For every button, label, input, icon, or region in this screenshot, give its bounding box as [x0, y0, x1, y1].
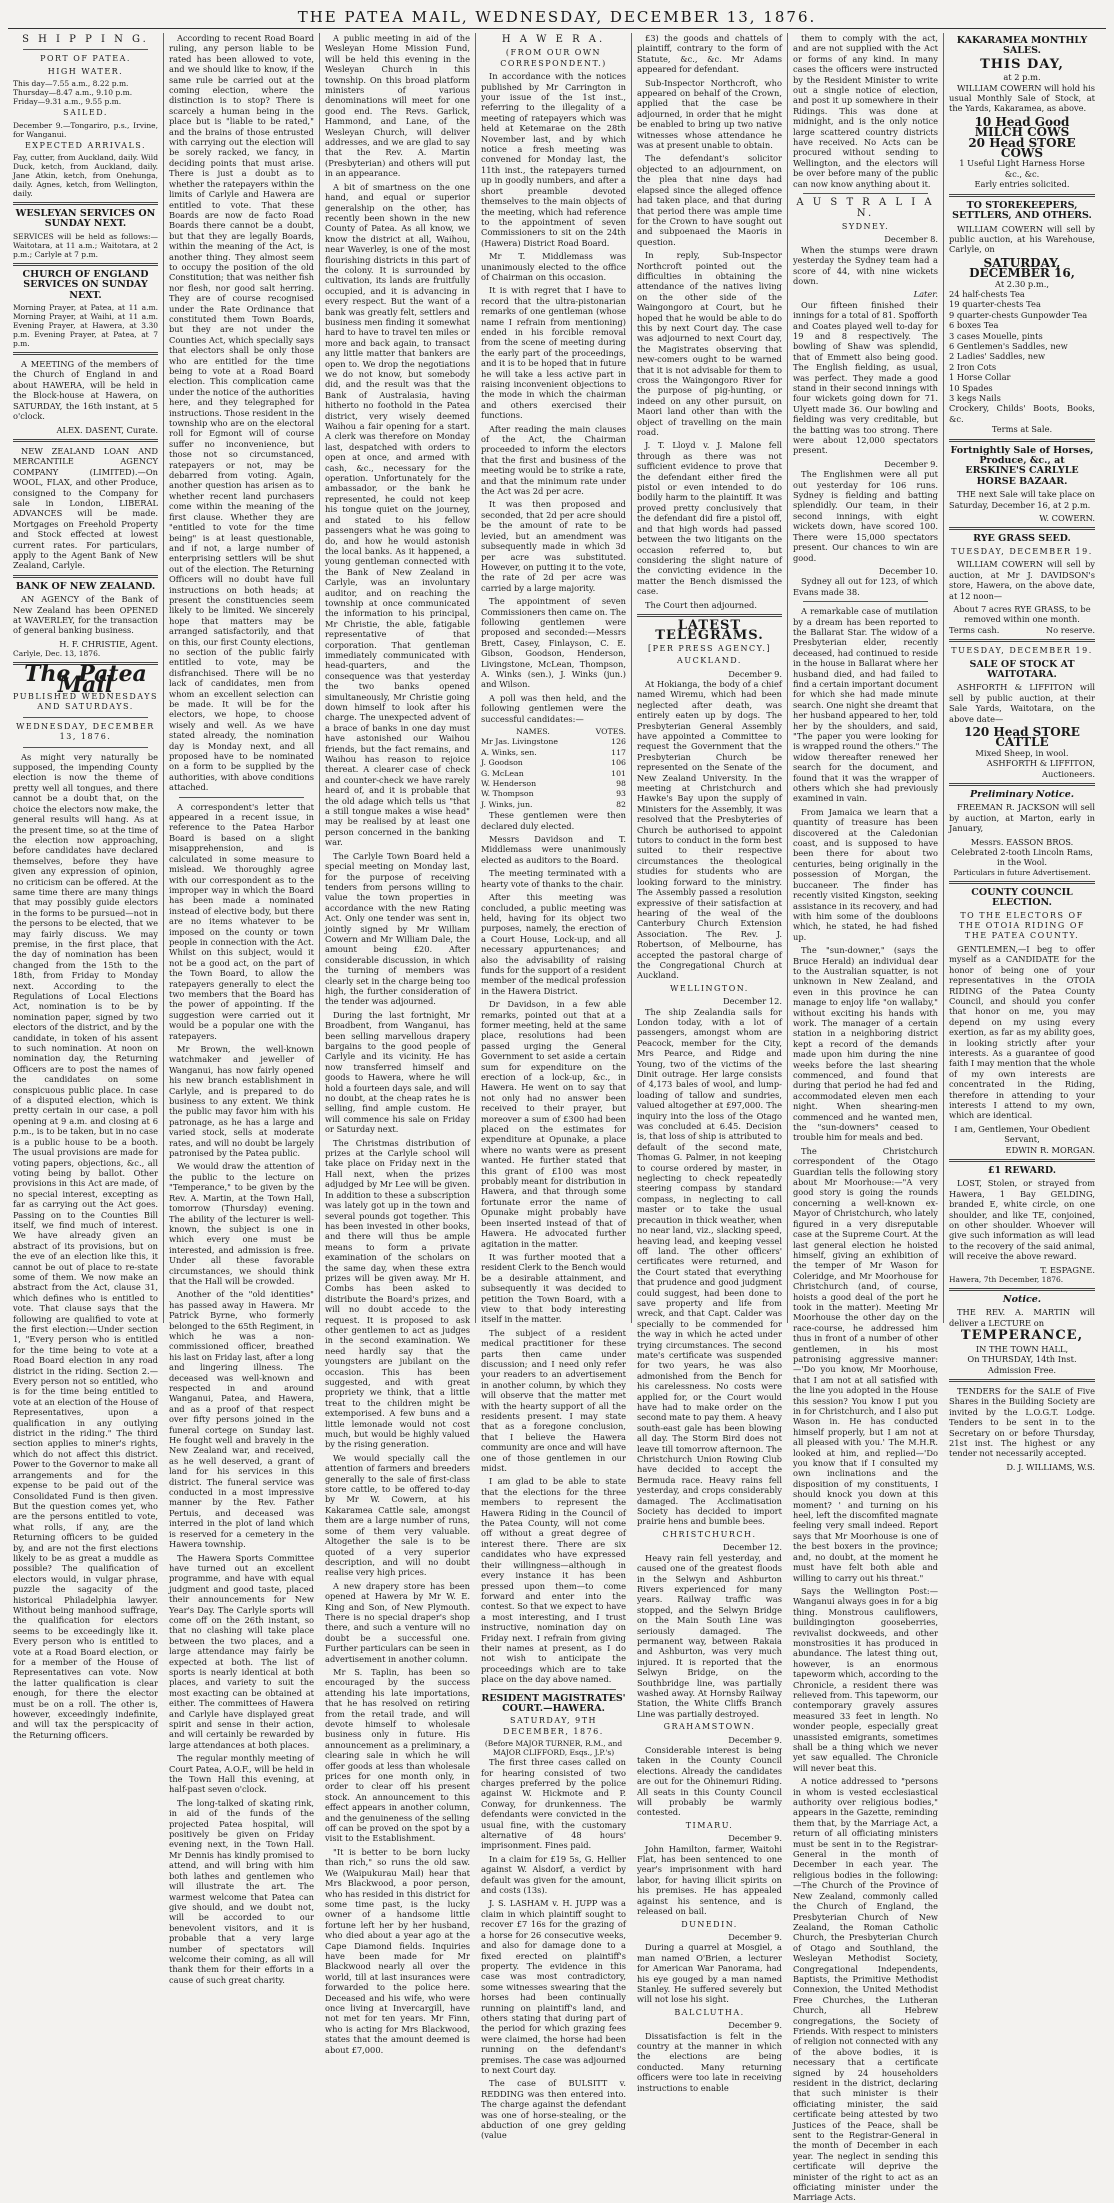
waitotara-heading: SALE OF STOCK AT WAITOTARA. [969, 658, 1075, 680]
column-5 [632, 33, 788, 2093]
published-line: PUBLISHED WEDNESDAYS AND SATURDAYS. [13, 692, 159, 712]
press-agency-line: [PER PRESS AGENCY.] [647, 643, 772, 653]
poll-votes: 93 [616, 789, 626, 799]
storekeepers-time: At 2.30 p.m., [994, 278, 1050, 289]
article-paragraph: In accordance with the notices published by Mr Carrington in your issue of the 1st inst., referring to the illegality of a meeting of ratepayers which was held at Ketemarae on the 28th November last, and by which notice a fresh meeting was convened for Monday last, the 11th inst., the ratepayers turned up in goodly numbers, and after a short preamble devoted themselves to the main objects of the meeting, which had reference to the appointment of seven Commissioners to sit on the 24th (Hawera) District Road Board. [481, 71, 626, 248]
council-heading: COUNTY COUNCIL ELECTION. [971, 886, 1073, 909]
reward-heading: £1 REWARD. [987, 1165, 1057, 1176]
sailed-text: December 9.—Tongariro, p.s., Irvine, for Wanganui. [13, 120, 158, 139]
latest-telegrams-heading: LATEST TELEGRAMS. [655, 617, 764, 644]
port-heading: PORT OF PATEA. [40, 54, 131, 64]
christchurch-heading: CHRISTCHURCH. [662, 1529, 757, 1539]
notice-place: IN THE TOWN HALL, [975, 1343, 1069, 1354]
article-paragraph: The Englishmen were all put out yesterday for 106 runs. Sydney is fielding and batting splendidly. Our team, in their second innings, with eight wickets down, have scored 100. There were 15,000 spectators present. Our chances to win are good. [793, 469, 938, 563]
notice-heading: Notice. [1002, 1294, 1042, 1306]
poll-row [481, 737, 626, 747]
fortnightly-heading: Fortnightly Sale of Horses, Produce, &c., at ERSKINE'S CARLYLE HORSE BAZAAR. [950, 444, 1094, 487]
poll-votes: 101 [611, 768, 626, 778]
poll-name: Mr Jas. Livingstone [481, 737, 558, 747]
timaru-date: December 9. [728, 1833, 782, 1844]
article-paragraph: In a claim for £19 5s, G. Hellier against W. Alsdorf, a verdict by default was given for the amount, and costs (13s). [481, 1853, 626, 1896]
article-paragraph: Says the Wellington Post:—Wanganui always goes in for a big thing. Monstrous cauliflowers, buildingington gooseberries, revivalist dockweeds, and other monstrosities it has produced in abundance. The latest thing out, however, is an enormous tapeworm which, according to the Chronicle, a resident there was relieved from. This tapeworm, our contemporary gravely assures measured 33 feet in length. No wonder people, especially great unassisted emigrants, sometimes shall be a thing which we never yet saw equalled. The Chronicle will never beat this. [793, 1585, 938, 1773]
article-paragraph: A bit of smartness on the one hand, and equal or superior generalship on the other, has recently been shown in the new County of Patea. As all know, we know the district at all, Waihou, near Waverley, is one of the most flourishing districts in this part of the colony. It is surrounded by cultivation, its lands are fruitfully occupied, and it is advancing in every respect. But the want of a bank was greatly felt, settlers and business men finding it somewhat hard to have to travel ten miles or more and back again, to transact any little matter that bankers are open to. We drop the negotiations we do not know, but somebody did, and the result was that the Bank of Australasia, having hitherto no foothold in the Patea district, very wisely deemed Waihou a fair opening for a start. A clerk was therefore on Monday last, despatched with orders to open at once, and armed with cash, &c., necessary for the operation. Unfortunately for the ambassador, or the bank he represented, he could not keep his tongue quiet on the journey, and stated to his fellow passengers what he was going to do, and how he would astonish the local banks. As it happened, a young gentleman connected with the Bank of New Zealand in Carlyle, was an involuntary auditor, and on reaching the township at once communicated the information to his principal, Mr Christie, the able, fatigable representative of that corporation. That gentleman immediately communicated with head-quarters, and the consequence was that yesterday the two banks opened simultaneously, Mr Christie going down himself to look after his charge. The unexpected advent of a brace of banks in one day must have astonished our Waihou friends, but the fact remains, and Waihou has reason to rejoice thereat. A clearer case of check and counter-check we have rarely heard of, and it is probable that the old adage which tells us "that a still tongue makes a wise head" may be realised by at least one person concerned in the banking war. [325, 181, 470, 848]
poll-votes: 82 [616, 799, 626, 809]
poll-row [481, 748, 626, 758]
wellington-date: December 12. [722, 996, 782, 1007]
article-paragraph: We would draw the attention of the public to the lecture on "Temperance," to be given by the Rev. A. Martin, at the Town Hall, tomorrow (Thursday) evening. The ability of the lecturer is well-known, the subject is one in which every one must be interested, and admission is free. Under all these favorable circumstances, we should think that the Hall will be crowded. [169, 1161, 314, 1286]
storekeepers-item: 9 quarter-chests Gunpowder Tea [949, 309, 1088, 320]
column-1 [8, 33, 164, 1740]
article-paragraph: The case of BULSITT v. REDDING was then entered into. The charge against the defendant was one of horse-stealing, or the abduction of one grey gelding (value [481, 2078, 626, 2141]
council-close: I am, Gentlemen, Your Obedient Servant, [954, 1123, 1090, 1145]
article-paragraph: Mr S. Taplin, has been so encouraged by the success attending his late importations, that he has resolved on retiring from the retail trade, and will devote himself to wholesale business only in future. His announcement as a preliminary, a clearing sale in which he will offer goods at less than wholesale prices for one month only, in order to clear off his present stock. An announcement to this effect appears in another column, and the genuineness of the selling off can be proved on the spot by a visit to the Establishment. [325, 1666, 470, 1844]
article-paragraph: The Carlyle Town Board held a special meeting on Monday last, for the purpose of receiving tenders from persons willing to value the town properties in accordance with the new Rating Act. Only one tender was sent in, jointly signed by Mr William Cowern and Mr William Dale, the amount being £20. After considerable discussion, in which the turning of members was clearly set in the charge being too high, the further consideration of the tender was adjourned. [325, 850, 470, 1007]
dunedin-date: December 9. [728, 1931, 782, 1942]
article-paragraph: A public meeting in aid of the Wesleyan Home Mission Fund, will be held this evening in the Wesleyan Church in this township. On this broad platform ministers of various denominations will meet for one good end. The Revs. Garlick, Hammond, and Lane, of the Wesleyan Church, will deliver addresses, and we are glad to say that the Rev. A. Martin (Presbyterian) and others will put in an appearance. [325, 33, 470, 179]
later-label: Later. [913, 289, 938, 300]
council-signature: EDWIN R. MORGAN. [1005, 1144, 1095, 1155]
kakaramea-this-day: THIS DAY, [980, 56, 1064, 72]
article-paragraph: I am glad to be able to state that the elections for the three members to represent the Hawera Riding in the Council of the Patea County, will not come off without a great degree of interest there. There are six candidates who have expressed their willingness—although in every instance it has been pressed upon them—to come forward and enter into the contest. So that we expect to have a most interesting, and I trust instructive, nomination day on Friday next. I refrain from giving their names at present, as I do not wish to anticipate the proceedings which are to take place on the day above named. [481, 1476, 626, 1685]
high-water-line: This day—7.55 a.m., 8.22 p.m. [13, 79, 129, 89]
poll-table [481, 727, 626, 810]
article-paragraph: them to comply with the act, and are not supplied with the Act or forms of any kind. In many cases the officers were instructed by the Resident Minister to write out a single notice of election, and post it up somewhere in their Ridings. This was done at midnight, and is the only notice large scattered country districts have received. No Acts can be procured without sending to Wellington, and the electors will be over before many of the public can now know anything about it. [793, 33, 938, 189]
waitotara-date: TUESDAY, DECEMBER 19. [951, 646, 1093, 656]
ryegrass-item: About 7 acres RYE GRASS, to be removed within one month. [953, 603, 1091, 625]
paper-title: The Patea Mail [24, 661, 147, 698]
article-paragraph: J. S. LASHAM v. H. JUPP was a claim in which plaintiff sought to recover £7 16s for the grazing of a horse for 26 consecutive weeks, and also for damage done to a fixed erected on plaintiff's property. The evidence in this case was most contradictory, some witnesses swearing that the horses had been continually running on plaintiff's land, and others stating that during part of the period for which grazing fees were claimed, the horse had been running on the defendant's premises. The case was adjourned to next Court day. [481, 1898, 626, 2075]
reward-signature: T. ESPAGNE. [1040, 1264, 1095, 1275]
kakaramea-body: WILLIAM COWERN will hold his usual Monthly Sale of Stock, at the Yards, Kakaramea, as above. [949, 82, 1096, 114]
article-paragraph: A remarkable case of mutilation by a dream has been reported to the Ballarat Star. The widow of a Presbyterian elder, recently deceased, had continued to reside in the house in Ballarat where her husband died, and had failed to find a certain important document for which she had made minute search. One night she dreamt that her husband appeared to her, told her by the shoulders, and said, "The paper you were looking for is wrapped round the others." The widow thereafter renewed her search for the document, and found that it was the wrapper of others which she had previously examined in vain. [793, 606, 938, 804]
hawera-heading: H A W E R A. [501, 34, 606, 45]
column-7-ads [944, 33, 1100, 1472]
article-paragraph: The Christchurch correspondent of the Otago Guardian tells the following story about Mr Moorhouse:—"A very good story is going the rounds concerning a well-known ex-Mayor of Christchurch, who lately figured in a very disreputable case at the Supreme Court. At the last general election he hoisted himself, giving an exhibition of the temper of Mr Wason for Coleridge, and Mr Moorhouse for Christchurch (and, of course, hoists a good deal of the port he took in the matter). Meeting Mr Moorhouse the other day on the race-course, he addressed him thus in front of a number of other gentlemen, in his most patronising aggressive manner:—'Do you know, Mr Moorhouse, that I am not at all satisfied with the line you adopted in the House this session? You know I put you in for Christchurch, and I also put Wason in. He has conducted himself properly, but I am not at all pleased with you.' The M.H.R. looked at him, and replied—'Do you know that if I consulted my own inclinations and the disposition of my constituents, I should knock you down at this moment? ' and turning on his heel, left the discomfited magnate feeling very small indeed. Report says that Mr Moorhouse is one of the best boxers in the province; and, no doubt, at the moment he must have felt both able and willing to carry out his threat." [793, 1145, 938, 1583]
article-paragraph: Mr Brown, the well-known watchmaker and jeweller of Wanganui, has now fairly opened his new branch establishment in Carlyle, and is prepared to do business to any extent. We think the public may favor him with his patronage, as he has a large and varied stock, sells at moderate rates, and will no doubt be largely patronised by the Patea public. [169, 1044, 314, 1159]
meeting-notice: A MEETING of the members of the Church of England in and about HAWERA, will be held in the Block-house at Hawera, on SATURDAY, the 16th instant, at 5 o'clock. [13, 359, 158, 422]
sydney-date: December 10. [878, 565, 938, 576]
article-paragraph: After this meeting was concluded, a public meeting was held, having for its object two purposes, namely, the erection of a Court House, Lock-up, and all necessary appurtenances; and also the advisability of raising funds for the support of a resident member of the medical profession in the Hawera District. [481, 892, 626, 996]
article-paragraph: These gentlemen were then declared duly elected. [481, 810, 626, 831]
preliminary-for: Messrs. EASSON BROS. [970, 836, 1074, 847]
kakaramea-item: 1 Useful Light Harness Horse [959, 158, 1085, 169]
waitotara-item: Mixed Sheep, in wool. [975, 747, 1069, 758]
council-subheading: TO THE ELECTORS OF THE OTOIA RIDING OF THE PATEA COUNTY. [959, 910, 1085, 941]
bnz-notice: AN AGENCY of the Bank of New Zealand has been OPENED at WAVERLEY, for the transaction of general banking business. [13, 594, 158, 636]
article-paragraph: Dissatisfaction is felt in the country at the manner in which the elections are being conducted. Many returning officers were too late in receiving instructions to enable [637, 2030, 782, 2093]
article-paragraph: The "sun-downer," (says the Bruce Herald) an individual dear to the Australian squatter, is not unknown in New Zealand, and even in this province he can manage to enjoy life "on wallaby," without exciting his hands with work. The manager of a certain station in a neighboring district kept a record of the demands made upon him during the nine weeks before the last shearing commenced, and found that during that period he had fed and accommodated eleven men each night. When shearing-men commenced and he wanted men, the "sun-downers" ceased to trouble him for meals and bed. [793, 945, 938, 1143]
storekeepers-item: 24 half-chests Tea [949, 288, 1025, 299]
poll-votes: 98 [616, 779, 626, 789]
column-3 [320, 33, 476, 2055]
article-paragraph: Sub-Inspector Northcroft, who appeared on behalf of the Crown, applied that the case be adjourned, in order that he might be enabled to bring up two native witnesses whose attendance he was at present unable to obtain. [637, 77, 782, 151]
auckland-date: December 9. [728, 668, 782, 679]
ryegrass-heading: RYE GRASS SEED. [973, 533, 1071, 545]
bnz-signature: H. F. CHRISTIE, Agent. [59, 638, 158, 649]
auckland-heading: AUCKLAND. [677, 656, 742, 666]
article-paragraph: It was then proposed and seconded, that 2d per acre should be the amount of rate to be levied, but an amendment was subsequently made in which 3d per acre was substituted. However, on putting it to the vote, the rate of 2d per acre was carried by a large majority. [481, 499, 626, 593]
article-paragraph: The subject of a resident medical practitioner for these parts then came under discussion; and I need only refer your readers to an advertisement in another column, by which they will observe that the matter met with the hearty support of all the residents present. I may state that as a foregone conclusion, that I believe the Hawera community are once and will have one of those gentlemen in our midst. [481, 1327, 626, 1474]
storekeepers-item: 2 Ladies' Saddles, new [949, 351, 1046, 362]
article-paragraph: John Hamilton, farmer, Waitohi Flat, has been sentenced to one year's imprisonment with hard labor, for having illicit spirits on his premises. He has appealed against his sentence, and is released on bail. [637, 1843, 782, 1917]
poll-row [481, 789, 626, 799]
waitotara-item: 120 Head STORE CATTLE [964, 724, 1080, 750]
poll-row [481, 779, 626, 789]
sydney-heading: SYDNEY. [841, 221, 890, 231]
ryegrass-terms: Terms cash. [949, 624, 1000, 635]
church-heading: CHURCH OF ENGLAND SERVICES ON SUNDAY NEXT. [22, 268, 149, 301]
article-paragraph: Considerable interest is being taken in the County Council elections. Already the candidates are out for the Ohinemuri Riding. All seats in this County Council will probably be warmly contested. [637, 1745, 782, 1818]
notice-topic: TEMPERANCE, [960, 1328, 1084, 1344]
poll-row [481, 758, 626, 768]
article-paragraph: Heavy rain fell yesterday, and caused one of the greatest floods in the Selwyn and Ashburton Rivers experienced for many years. Railway traffic was stopped, and the Selwyn Bridge on the Main South Line was seriously damaged. The permanent way, between Rakaia and Ashburton, was very much injured. It is reported that the Selwyn Bridge, on the Southbridge line, was partially washed away. At Hornsby Railway Station, the White Cliffs Branch Line was partially destroyed. [637, 1552, 782, 1719]
storekeepers-item: 6 boxes Tea [949, 320, 999, 331]
storekeepers-item: 3 kegs Nails [949, 393, 1001, 403]
tender-signature: D. J. WILLIAMS, W.S. [1006, 1461, 1095, 1472]
column-2 [164, 33, 320, 1985]
storekeepers-item: 1 Horse Collar [949, 372, 1011, 383]
bnz-heading: BANK OF NEW ZEALAND. [15, 580, 156, 592]
article-paragraph: J. T. Lloyd v. J. Malone fell through as there was not sufficient evidence to prove that the defendant either fired the pistol or even intended to do bodily harm to the plaintiff. It was proved pretty conclusively that the defendant did fire a pistol off, and that high words had passed between the two litigants on the occasion referred to, but considering the slight nature of the convicting evidence in the matter the Bench dismissed the case. [637, 440, 782, 597]
wesleyan-heading: WESLEYAN SERVICES ON SUNDAY NEXT. [15, 208, 156, 230]
poll-row [481, 769, 626, 779]
tender-body: TENDERS for the SALE of Five Shares in the Building Society are invited by the L.O.G.T. Lodge. Tenders to be sent in to the Secretary on or before Thursday, 21st inst. The highest or any tender not necessarily accepted. [949, 1385, 1095, 1459]
notice-admission: Admission Free. [987, 1364, 1057, 1375]
kakaramea-heading: KAKARAMEA MONTHLY SALES. [956, 35, 1088, 57]
rm-court-bench: (Before MAJOR TURNER, R.M., and MAJOR CLIFFORD, Esqs., J.P.'s) [484, 1739, 623, 1758]
dunedin-heading: DUNEDIN. [681, 1919, 738, 1929]
meeting-signature: ALEX. DASENT, Curate. [56, 424, 158, 435]
poll-header-names: NAMES. [516, 727, 550, 736]
column-4 [476, 33, 632, 2141]
article-paragraph: At Hokianga, the body of a chief named Wiremu, which had been neglected after death, was entirely eaten up by dogs. The Presbyterian General Assembly have appointed a Committee to request the Government that the Presbyterian Church be represented on the Senate of the New Zealand University. In the meeting at Christchurch and Hawke's Bay upon the supply of Ministers for the Assembly, it was resolved that the Presbyteries of Church be authorised to appoint tutors to conduct in the form best suited to their respective circumstances the theological studies for students who are looking forward to the ministry. The Assembly passed a resolution expressive of their satisfaction at hearing of the weal of the Canterbury Church Extension Association. The Rev. J. Robertson, of Melbourne, has accepted the pastoral charge of the Congregational Church at Auckland. [637, 678, 782, 981]
article-paragraph: The defendant's solicitor objected to an adjournment, on the plea that nine days had elapsed since the alleged offence had taken place, and that during that period there was ample time for the Crown to have sought out and subpoenaed the Maoris in question. [637, 153, 782, 247]
masthead: THE PATEA MAIL, WEDNESDAY, DECEMBER 13, 1876. [8, 6, 1106, 29]
storekeepers-heading: TO STOREKEEPERS, SETTLERS, AND OTHERS. [952, 199, 1092, 222]
preliminary-body: FREEMAN R. JACKSON will sell by auction, at Marton, early in January, [949, 802, 1095, 834]
article-paragraph: A poll was then held, and the following gentlemen were the successful candidates:— [481, 692, 626, 724]
sydney-date: December 9. [884, 458, 938, 469]
kakaramea-etc: &c., &c. [1004, 168, 1040, 179]
expected-heading: EXPECTED ARRIVALS. [24, 140, 147, 150]
poll-name: G. McLean [481, 768, 524, 778]
rm-court-date: SATURDAY, 9TH DECEMBER, 1876. [503, 1716, 604, 1736]
waitotara-body: ASHFORTH & LIFFITON will sell by public auction, at their Sale Yards, Waitotara, on the above date— [949, 682, 1095, 724]
article-paragraph: It was further mooted that a resident Clerk to the Bench would be a desirable attainment, and subsequently it was decided to petition the Town Board, with a view to that body interesting itself in the matter. [481, 1251, 626, 1325]
storekeepers-item: 2 Iron Cots [949, 361, 997, 372]
high-water-line: Thursday—8.47 a.m., 9.10 p.m. [13, 88, 133, 98]
poll-votes: 106 [611, 758, 626, 768]
article-paragraph: Messrs Davidson and T. Middlemass were unanimously elected as auditors to the Board. [481, 834, 626, 865]
article-paragraph: The appointment of seven Commissioners then came on. The following gentlemen were proposed and seconded:—Messrs Brett, Casey, Finlayson, C. E. Gibson, Goodson, Henderson, Livingstone, McLean, Thompson, A. Winks (sen.), J. Winks (jun.) and Wilson. [481, 596, 626, 690]
article-paragraph: During a quarrel at Mosgiel, a man named O'Brien, a lecturer for American War Panorama, had his eye gouged by a man named Stanley. He suffered severely but will not lose his sight. [637, 1942, 782, 2005]
grahamstown-date: December 9. [728, 1734, 782, 1745]
balclutha-date: December 9. [728, 2020, 782, 2031]
hawera-subheading: (FROM OUR OWN CORRESPONDENT.) [500, 48, 607, 68]
article-paragraph: Mr T. Middlemass was unanimously elected to the office of Chairman on this occasion. [481, 251, 626, 282]
nzloan-notice: NEW ZEALAND LOAN AND MERCANTILE AGENCY COMPANY (LIMITED).—On WOOL, FLAX, and other Produce, consigned to the Company for sale in London, LIBERAL ADVANCES will be made. Mortgages on Freehold Property and Stock effected at lowest current rates. For particulars, apply to the Agent Bank of New Zealand, Carlyle. [13, 445, 158, 571]
poll-header-votes: VOTES. [595, 727, 626, 736]
wesleyan-text: SERVICES will be held as follows:— Waitotara, at 11 a.m.; Waitotara, at 2 p.m.; Carlyle at 7 p.m. [13, 231, 158, 259]
poll-votes: 126 [611, 737, 626, 747]
ryegrass-reserve: No reserve. [1045, 624, 1095, 635]
article-paragraph: The first three cases called on for hearing consisted of two charges preferred by the police against W. Hickmote and P. Conway, for drunkenness. The defendants were convicted in the usual fine, with the customary alternative of 48 hours' imprisonment. Fines paid. [481, 1757, 626, 1851]
reward-date: Hawera, 7th December, 1876. [949, 1275, 1064, 1285]
kakaramea-item: 20 Head STORE COWS [968, 135, 1076, 161]
ryegrass-terms-row [949, 625, 1095, 635]
article-paragraph: A correspondent's letter that appeared in a recent issue, in reference to the Patea Harbor Board is based on a slight misapprehension, and is calculated in some measure to mislead. We thoroughly agree with our correspondent as to the improper way in which the Board has been made a nominated instead of elective body, but there are no items whatever to be imposed on the county or town people in connection with the Act. Whilst on this subject, would it not be a good act, on the part of the Town Board, to allow the ratepayers generally to elect the two members that the Board has the power of appointing. If the suggestion were carried out it would be a popular one with the ratepayers. [169, 801, 314, 1041]
expected-text: Fay, cutter, from Auckland, daily. Wild Duck, ketch, from Auckland, daily. Jane Atkin, ketch, from Onehunga, daily. Agnes, ketch, from Wellington, daily. [13, 153, 158, 199]
poll-row [481, 800, 626, 810]
article-paragraph: From Jamaica we learn that a quantity of treasure has been discovered at the Caledonian coast, and is supposed to have been there for about two centuries, being originally in the possession of Morgan, the buccaneer. The finder has recently visited Kingston, seeking assistance in its recovery, and had with him some of the doubloons which, he stated, he had fished up. [793, 806, 938, 942]
article-paragraph: In reply, Sub-Inspector Northcroft pointed out the difficulties in obtaining the attendance of the natives living on the other side of the Waingongoro at Court, but he hoped that he would be able to do this by next Court day. The case was adjourned to next Court day, the Magistrates observing that new-comers ought to be warned that it is not advisable for them to cross the Waingongoro River for the purpose of pig-hunting, or indeed on any other pursuit, on Maori land other than with the object of travelling on the main road. [637, 250, 782, 438]
article-paragraph: The regular monthly meeting of Court Patea, A.O.F., will be held in the Town Hall this evening, at half-past seven o'clock. [169, 1753, 314, 1795]
christchurch-date: December 12. [722, 1542, 782, 1553]
article-paragraph: The Hawera Sports Committee have turned out an excellent programme, and have with equal judgment and good taste, placed their announcements for New Year's Day. The Carlyle sports will come off on the 26th instant, so that no clashing will take place between the two places, and a large attendance may fairly be expected at both. The list of sports is nearly identical at both places, and variety to suit the most exacting can be obtained at either. The committees of Hawera and Carlyle have displayed great spirit and sense in their action, and will certainly be rewarded by large attendances at both places. [169, 1552, 314, 1750]
council-body: GENTLEMEN,—I beg to offer myself as a CANDIDATE for the honor of being one of your representatives in the OTOIA RIDING of the Patea County Council, and should you confer that honor on me, you may depend on my using every exertion, as far as my ability goes, in looking strictly after your interests. As a guarantee of good faith I may mention that the whole of my own interests are concentrated in the Riding, therefore in attending to your interests I attend to my own, which are identical. [949, 943, 1095, 1121]
article-paragraph: A notice addressed to "persons in whom is vested ecclesiastical authority over religious bodies," appears in the Gazette, reminding them that, by the Marriage Act, a return of all officiating ministers must be sent in to the Registrar-General in the month of December in each year. The religious bodies in the following:—The Church of the Province of New Zealand, commonly called the Church of England, the Presbyterian Church of New Zealand, the Roman Catholic Church, the Presbyterian Church of Otago and Southland, the Wesleyan Methodist Society, Congregational Independents, Baptists, the Primitive Methodist Connexion, the United Methodist Free Churches, the Lutheran Church, all Hebrew congregations, the Society of Friends. With respect to ministers of religion not connected with any of the above bodies, it is necessary that a certificate signed by 24 householders resident in the district, declaring that such minister is their officiating minister, the said certificate being attested by two Justices of the Peace, shall be sent to the Registrar-General in the month of December in each year. The neglect in sending this certificate will deprive the minister of the right to act as an officiating minister under the Marriage Acts. [793, 1776, 938, 2203]
storekeepers-terms: Terms at Sale. [991, 424, 1053, 435]
poll-name: J. Winks, jun. [481, 799, 533, 809]
sailed-heading: SAILED. [63, 108, 108, 118]
article-paragraph: Dr Davidson, in a few able remarks, pointed out that at a former meeting, held at the same place, resolutions had been passed urging the General Government to set aside a certain sum for expenditure on the erection of a lock-up, &c., in Hawera. He went on to say that not only had no answer been received to their prayer, but moreover a sum of £300 had been placed on the estimates for expenditure at Opunake, a place where no wants were as present wanted. He further stated that this grant of £100 was most probably meant for distribution in Hawera, and that through some fortunate error the name of Opunake might probably have been inserted instead of that of Hawera. He advocated further agitation in the matter. [481, 999, 626, 1249]
storekeepers-item: 19 quarter-chests Tea [949, 299, 1041, 310]
article-paragraph: The long-talked of skating rink, in aid of the funds of the projected Patea hospital, will positively be given on Friday evening next, in the Town Hall. Mr Dennis has kindly promised to attend, and will bring with him both lathes and gentlemen who will illustrate the art. The warmest welcome that Patea can give should, and we doubt not, will be accorded to our benevolent visitors, and it is probable that a very large number of spectators will welcome their coming, as all will thank them for their efforts in a cause of such great charity. [169, 1797, 314, 1985]
kakaramea-time: at 2 p.m. [1003, 72, 1041, 83]
article-paragraph: When the stumps were drawn yesterday the Sydney team had a score of 44, with nine wickets down. [793, 244, 938, 286]
church-text: Morning Prayer, at Patea, at 11 a.m. Morning Prayer, at Waihi, at 11 a.m. Evening Prayer, at Hawera, at 3.30 p.m. Evening Prayer, at Patea, at 7 p.m. [13, 303, 158, 349]
article-paragraph: The ship Zealandia sails for London today, with a lot of passengers, amongst whom are Peacock, member for the City, Mrs Pearce, and Ridge and Young, two of the victims of the Dinit outrage. Her large consists of 4,173 bales of wool, and lump-loading of tallow and sundries, valued altogether at £97,000. The inquiry into the loss of the Otago was concluded at 6.45. Decision is, that loss of ship is attributed to default of the second mate, Thomas G. Palmer, in not keeping to course ordered by master, in neglecting to check repeatedly steering compass by standard compass, in neglecting to call master or to take the usual precaution in thick weather, when no near land, viz., slacking speed, heaving lead, and keeping vessel off land. The other officers' certificates were returned, and the Court stated that everything that prudence and good judgment could suggest, had been done to save property and life from wreck, and that Capt. Calder was specially to be commended for the way in which he acted under trying circumstances. The second mate's certificate was suspended for two years, he was also admonished from the Bench for his carelessness. No costs were applied for, or the Court would have had to make order on the second mate to pay them. A heavy south-east gale has been blowing all day. The Storm Bird does not leave till tomorrow afternoon. The Christchurch Union Rowing Club have decided to accept the Bermuda race. Heavy rains fell yesterday, and crops considerably damaged. The Acclimatisation Society has decided to import prairie hens and bumble bees. [637, 1006, 782, 1527]
grahamstown-heading: GRAHAMSTOWN. [663, 1722, 756, 1732]
kakaramea-entries: Early entries solicited. [974, 179, 1070, 190]
kakaramea-item: 10 Head Good MILCH COWS [974, 114, 1070, 140]
article-paragraph: We would specially call the attention of farmers and breeders generally to the sale of first-class store cattle, to be offered to-day by Mr W. Cowern, at his Kakaramea Cattle sale, amongst them are a large number of runs, some of them very valuable. Altogether the sale is to be quoted of a very superior description, and will no doubt realise very high prices. [325, 1452, 470, 1578]
preliminary-item: Celebrated 2-tooth Lincoln Rams, in the Wool. [951, 847, 1093, 868]
notice-body: THE REV. A. MARTIN will deliver a LECTURE on [949, 1307, 1095, 1328]
high-water-line: Friday—9.31 a.m., 9.55 p.m. [13, 97, 122, 107]
preliminary-note: Particulars in future Advertisement. [953, 867, 1091, 877]
storekeepers-item: 10 Spades [949, 382, 993, 393]
storekeepers-date: SATURDAY, DECEMBER 16, [969, 255, 1075, 281]
columns [8, 33, 1106, 2203]
poll-votes: 117 [611, 747, 626, 757]
australian-heading: A U S T R A L I A N. [796, 197, 935, 219]
column-6 [788, 33, 944, 2203]
article-paragraph: £3) the goods and chattels of plaintiff, contrary to the form of Statute, &c., &c. Mr Adams appeared for defendant. [637, 33, 782, 75]
article-paragraph: Our fifteen finished their innings for a total of 81. Spofforth and Coates played well to-day for 19 and 8 respectively. The bowling of Shaw was splendid, that of Emmett also being good. The English fielding, as usual, was perfect. They made a good stand in their second innings with four wickets going down for 71. Ulyett made 36. Our bowling and fielding was very creditable, but the batting was too strong. There were about 12,000 spectators present. [793, 299, 938, 456]
article-paragraph: According to recent Road Board ruling, any person liable to be rated has been allowed to vote, and we should like to know, if the same rule be carried out at the coming election, where the distinction is to stop? There is scarcely a human being in the place but is "liable to be rated," and the brains of those entrusted with carrying out the election will be sorely racked, we fancy, in deciding points that must arise. There is just a doubt as to whether the ratepayers within the limits of Carlyle and Hawera are entitled to vote. That these Boards are now de facto Road Boards there cannot be a doubt, but that they are legally Boards, within the meaning of the Act, is another thing. They almost seem to occupy the position of the old Constitution; that was neither fish nor flesh, nor good salt herring. They are of course recognised under the Rate Ordinance that constituted them Town Boards, but they are not under the Counties Act, which specially says that electors shall be only those who are entitled for the time being to vote at a Road Board election. This complication came under the notice of the authorities here, and they telegraphed for instructions. Those resident in the township who are on the electoral roll for Egmont will of course suffer no inconvenience, but those not so circumstanced, ratepayers or not, may be debarred from voting. Again, another question has arisen as to whether recent land purchasers come within the meaning of the first clause. Whether they are "entitled to vote for the time being" is at least questionable, and if not, a large number of enterprising settlers will be shut out of the election. The Returning Officers will no doubt have full instructions on both heads; at present the constituencies seem likely to be limited. We sincerely hope that matters may be arranged satisfactorily, and that on this, our first County elections, no section of the public fairly entitled to vote, may be disfranchised. There will be no lack of candidates, men from whom an excellent selection can be made. It will be for the electors, we hope, to choose wisely and well. As we have stated already, the nomination day is Monday next, and all proposed have to be nominated on a form to be supplied by the authorities, with above conditions attached. [169, 33, 314, 793]
article-paragraph: Sydney all out for 123, of which Evans made 38. [793, 576, 938, 597]
timaru-heading: TIMARU. [685, 1820, 734, 1830]
preliminary-heading: Preliminary Notice. [969, 789, 1075, 800]
fortnightly-signature: W. COWERN. [1039, 513, 1095, 524]
article-paragraph: Another of the "old identities" has passed away in Hawera. Mr Patrick Byrne, who formerly belonged to the 65th Regiment, in which he was a non-commissioned officer, breathed his last on Friday last, after a long and lingering illness. The deceased was well-known and respected in and around Wanganui, Patea, and Hawera, and as a proof of that respect over fifty persons joined in the funeral cortege on Sunday last. He fought well and bravely in the New Zealand war, and received, as he well deserved, a grant of land for his services in this district. The funeral service was conducted in a most impressive manner by the Rev. Father Pertuis, and deceased was interred in the plot of land which is reserved for a cemetery in the Hawera township. [169, 1289, 314, 1550]
article-paragraph: The Court then adjourned. [645, 599, 757, 610]
notice-date: On THURSDAY, 14th Inst. [967, 1354, 1077, 1365]
poll-name: J. Goodson [481, 758, 523, 768]
article-paragraph: During the last fortnight, Mr Broadbent, from Wanganui, has been selling marvellous drapery bargains to the good people of Carlyle and its vicinity. He has now transferred himself and goods to Hawera, where he will hold a fourteen days sale, and will no doubt, at the cheap rates he is selling, find ample custom. He will commence his sale on Friday or Saturday next. [325, 1009, 470, 1135]
reward-body: LOST, Stolen, or strayed from Hawera, 1 Bay GELDING, branded E, white circle, on one shoulder, and like TE, conjoined, on other shoulder. Whoever will give such information as will lead to the recovery of the said animal, will receive the above reward. [949, 1178, 1095, 1262]
waitotara-signature: ASHFORTH & LIFFITON, Auctioneers. [986, 758, 1095, 779]
wellington-heading: WELLINGTON. [670, 983, 749, 993]
storekeepers-body: WILLIAM COWERN will sell by public auction, at his Warehouse, Carlyle, on [949, 223, 1095, 255]
article-paragraph: A new drapery store has been opened at Hawera by Mr W. E. King and Son, of New Plymouth. There is no special draper's shop there, and such a venture will no doubt be a successful one. Further particulars can be seen in advertisement in another column. [325, 1580, 470, 1664]
sydney-date: December 8. [884, 234, 938, 245]
high-water-heading: HIGH WATER. [47, 66, 124, 76]
article-paragraph: The meeting terminated with a hearty vote of thanks to the chair. [481, 868, 626, 889]
poll-name: W. Henderson [481, 779, 537, 789]
poll-name: W. Thompson [481, 789, 534, 799]
rm-court-heading: RESIDENT MAGISTRATES' COURT.—HAWERA. [481, 1692, 626, 1714]
dateline: WEDNESDAY, DECEMBER 13, 1876. [16, 721, 155, 742]
article-paragraph: After reading the main clauses of the Act, the Chairman proceeded to inform the electors that the first and business of the meeting would be to strike a rate, and that the minimum rate under the Act was 2d per acre. [481, 423, 626, 497]
poll-name: A. Winks, sen. [481, 747, 537, 757]
article-paragraph: "It is better to be born lucky than rich," so runs the old saw. We (Waipukurau Mail) hear that Mrs Blackwood, a poor person, who has resided in this district for some time past, is the lucky owner of a handsome little fortune left her by her husband, who died about a year ago at the Cape Diamond fields. Inquiries have been made for Mr Blackwood nearly all over the world, till at last insurances were forwarded to the police here. Deceased and his wife, who were once living at Invercargill, have not met for ten years. Mr Finn, who is acting for Mrs Blackwood, states that the amount deemed is about £7,000. [325, 1846, 470, 2055]
balclutha-heading: BALCLUTHA. [674, 2007, 745, 2017]
leader-article: As might very naturally be supposed, the impending County election is now the theme of pretty well all tongues, and there cannot be a doubt that, on the choice the electors now make, the general results will hang. As at the present time, so at the time of the election now approaching, before candidates have declared themselves, before they have given any expression of opinion, no criticism can be offered. At the same time there are many things that may possibly guide electors in the forms to be pursued—not in the persons to be elected, that we may fairly discuss. We may premise, in the first place, that the day of nomination has been changed from the 15th to the 18th, from Friday to Monday next. According to the Regulations of Local Elections Act, nomination is to be by nomination paper, signed by two electors of the district, and by the candidate, in token of his assent to such nomination. At noon on nomination day, the Returning Officers are to post the names of the candidates on some conspicuous public place. In case of a disputed election, which is pretty certain in our case, a poll opening at 9 a.m. and closing at 6 p.m., is to be taken, but in no case is a public house to be a booth. The usual provisions are made for voting papers, objections, &c., all voting being by ballot. Other provisions in this Act are made, of no special interest, excepting as far as carrying out the Act goes. Passing on to the Counties Bill itself, we find much of interest. We have already given an abstract of its provisions, but on the eve of an election like this, it cannot be out of place to re-state some of them. We now make an abstract from the Act, clause 31, which defines who is entitled to vote. That clause says that the following are qualified to vote at the first election:—Under section 1, "Every person who is entitled for the time being to vote at a Road Board election in any road district in the riding. Section 2.—Every person not so entitled, who is for the time being entitled to vote at an election of the House of Representatives, upon a qualification in any outlying district in the riding." The third section applies to miner's rights, which do not affect this district. Power to the Governor to make all arrangements and for the expense to be paid out of the Consolidated Fund is then given. But the question comes yet, who are the persons entitled to vote, what rolls, if any, are the Returning officers to be guided by, and are not the first elections likely to be as great a muddle as possible? The qualification of electors would, in vulgar phrase, puzzle the sagacity of the historical Philadelphia lawyer. Without being manhood suffrage, the qualification for electors seems to be exceedingly like it. Every person who is entitled to vote at a Road Board election, or for a member of the House of Representatives can vote. Now the latter qualification is clear enough, for there the elector must be on a roll. The other is, however, exceedingly indefinite, and will tax the perspicacity of the Returning officers. [13, 751, 158, 1740]
storekeepers-item: 3 cases Mouelle, pints [949, 330, 1043, 341]
storekeepers-item: Crockery, Childs' Boots, Books, &c. [949, 403, 1095, 424]
shipping-heading: S H I P P I N G. [22, 34, 149, 45]
fortnightly-body: THE next Sale will take place on Saturday, December 16, at 2 p.m. [949, 489, 1095, 510]
article-paragraph: The Christmas distribution of prizes at the Carlyle school will take place on Friday next in the Hall next, when the prizes adjudged by Mr Lee will be given. In addition to these a subscription was lately got up in the town and several pounds got together. This has been invested in other books, and there will thus be ample means to form a private examination of the scholars on the same day, when these extra prizes will be given away. Mr H. Combs has been asked to distribute the Board's prizes, and will no doubt accede to the request. It is proposed to ask other gentlemen to act as judges in the second examination. We need hardly say that the youngsters are jubilant on the occasion. This has been suggested, and with great propriety we think, that a little treat to the children might be extemporised. A few buns and a little lemonade would not cost much, but would be highly valued by the rising generation. [325, 1137, 470, 1450]
ryegrass-body: WILLIAM COWERN will sell by auction, at Mr J. DAVIDSON's store, Hawera, on the above date, at 12 noon— [949, 559, 1095, 601]
storekeepers-item: 6 Gentlemen's Saddles, new [949, 340, 1068, 351]
ryegrass-date: TUESDAY, DECEMBER 19. [951, 546, 1093, 556]
article-paragraph: It is with regret that I have to record that the ultra-pistonarian remarks of one gentleman (whose name I refrain from mentioning) ended in his forcible removal from the scene of meeting during the early part of the proceedings, and it is to be hoped that in future he will take a less active part in raising inconvenient objections to the mode in which the chairman and others exercised their functions. [481, 285, 626, 421]
bnz-date: Carlyle, Dec. 13, 1876. [13, 649, 101, 659]
